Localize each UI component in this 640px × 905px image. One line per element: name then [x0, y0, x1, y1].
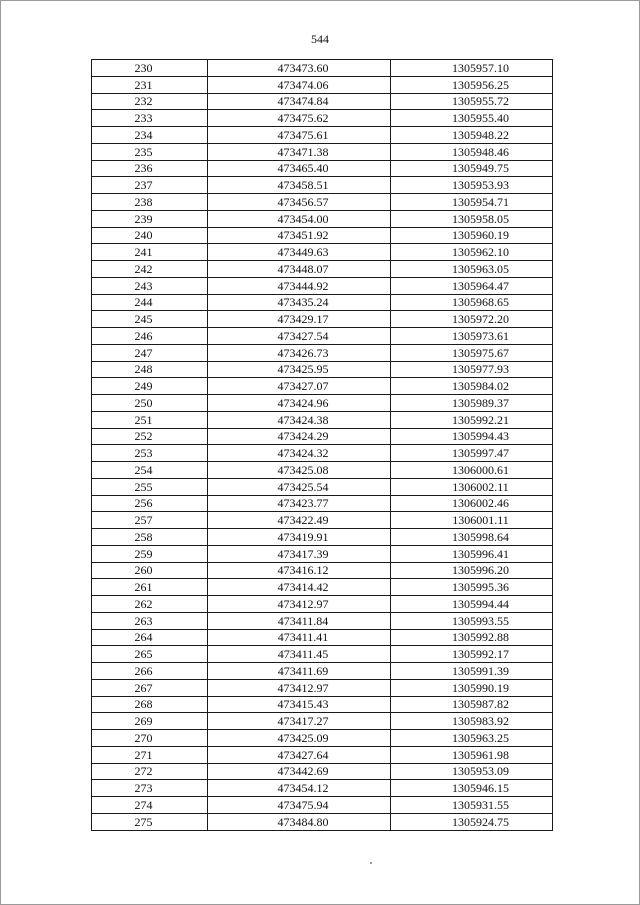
table-row: [92, 160, 553, 177]
point-number-cell: 263: [92, 612, 208, 629]
y-coordinate-cell: 1305989.37: [391, 395, 553, 412]
point-number-cell: 262: [92, 596, 208, 613]
y-coordinate-cell: 1305977.93: [391, 361, 553, 378]
point-number-cell: 246: [92, 328, 208, 345]
point-number-cell: 240: [92, 227, 208, 244]
point-number-cell: 257: [92, 512, 208, 529]
x-coordinate-cell: 473425.54: [208, 478, 391, 495]
y-coordinate-cell: 1305924.75: [391, 813, 553, 830]
y-coordinate-cell: 1305948.46: [391, 143, 553, 160]
table-row: [92, 60, 553, 77]
table-row: [92, 797, 553, 814]
table-row: [92, 813, 553, 830]
point-number-cell: 256: [92, 495, 208, 512]
table-row: [92, 562, 553, 579]
table-row: [92, 93, 553, 110]
x-coordinate-cell: 473411.84: [208, 612, 391, 629]
x-coordinate-cell: 473429.17: [208, 311, 391, 328]
y-coordinate-cell: 1305949.75: [391, 160, 553, 177]
x-coordinate-cell: 473427.54: [208, 328, 391, 345]
x-coordinate-cell: 473427.64: [208, 746, 391, 763]
x-coordinate-cell: 473454.00: [208, 210, 391, 227]
table-row: [92, 294, 553, 311]
x-coordinate-cell: 473423.77: [208, 495, 391, 512]
y-coordinate-cell: 1305987.82: [391, 696, 553, 713]
table-row: [92, 361, 553, 378]
table-row: [92, 579, 553, 596]
x-coordinate-cell: 473448.07: [208, 261, 391, 278]
table-row: [92, 110, 553, 127]
y-coordinate-cell: 1305960.19: [391, 227, 553, 244]
point-number-cell: 249: [92, 378, 208, 395]
y-coordinate-cell: 1305956.25: [391, 76, 553, 93]
table-row: [92, 612, 553, 629]
x-coordinate-cell: 473415.43: [208, 696, 391, 713]
y-coordinate-cell: 1305993.55: [391, 612, 553, 629]
point-number-cell: 259: [92, 545, 208, 562]
point-number-cell: 273: [92, 780, 208, 797]
x-coordinate-cell: 473424.32: [208, 445, 391, 462]
x-coordinate-cell: 473411.41: [208, 629, 391, 646]
point-number-cell: 243: [92, 277, 208, 294]
table-row: [92, 780, 553, 797]
x-coordinate-cell: 473416.12: [208, 562, 391, 579]
y-coordinate-cell: 1306001.11: [391, 512, 553, 529]
point-number-cell: 250: [92, 395, 208, 412]
table-row: [92, 194, 553, 211]
table-row: [92, 596, 553, 613]
y-coordinate-cell: 1305992.17: [391, 646, 553, 663]
y-coordinate-cell: 1305968.65: [391, 294, 553, 311]
x-coordinate-cell: 473422.49: [208, 512, 391, 529]
x-coordinate-cell: 473425.09: [208, 730, 391, 747]
table-row: [92, 411, 553, 428]
y-coordinate-cell: 1306000.61: [391, 462, 553, 479]
y-coordinate-cell: 1305983.92: [391, 713, 553, 730]
point-number-cell: 272: [92, 763, 208, 780]
x-coordinate-cell: 473475.62: [208, 110, 391, 127]
x-coordinate-cell: 473435.24: [208, 294, 391, 311]
point-number-cell: 235: [92, 143, 208, 160]
point-number-cell: 233: [92, 110, 208, 127]
point-number-cell: 242: [92, 261, 208, 278]
point-number-cell: 270: [92, 730, 208, 747]
table-row: [92, 713, 553, 730]
y-coordinate-cell: 1305964.47: [391, 277, 553, 294]
scan-border-top: [0, 0, 640, 1]
point-number-cell: 266: [92, 663, 208, 680]
x-coordinate-cell: 473426.73: [208, 344, 391, 361]
point-number-cell: 231: [92, 76, 208, 93]
y-coordinate-cell: 1305984.02: [391, 378, 553, 395]
table-row: [92, 344, 553, 361]
point-number-cell: 258: [92, 529, 208, 546]
x-coordinate-cell: 473417.27: [208, 713, 391, 730]
y-coordinate-cell: 1306002.46: [391, 495, 553, 512]
table-row: [92, 445, 553, 462]
point-number-cell: 251: [92, 411, 208, 428]
y-coordinate-cell: 1305953.09: [391, 763, 553, 780]
point-number-cell: 239: [92, 210, 208, 227]
table-row: [92, 646, 553, 663]
x-coordinate-cell: 473451.92: [208, 227, 391, 244]
table-row: [92, 663, 553, 680]
scan-border-left: [0, 0, 1, 905]
x-coordinate-cell: 473456.57: [208, 194, 391, 211]
y-coordinate-cell: 1306002.11: [391, 478, 553, 495]
table-row: [92, 378, 553, 395]
table-row: [92, 730, 553, 747]
table-row: [92, 462, 553, 479]
table-row: [92, 227, 553, 244]
point-number-cell: 269: [92, 713, 208, 730]
table-row: [92, 763, 553, 780]
y-coordinate-cell: 1305991.39: [391, 663, 553, 680]
point-number-cell: 267: [92, 679, 208, 696]
coordinates-table: [91, 59, 553, 831]
point-number-cell: 252: [92, 428, 208, 445]
point-number-cell: 248: [92, 361, 208, 378]
x-coordinate-cell: 473444.92: [208, 277, 391, 294]
table-row: [92, 244, 553, 261]
table-row: [92, 143, 553, 160]
table-row: [92, 529, 553, 546]
y-coordinate-cell: 1305975.67: [391, 344, 553, 361]
x-coordinate-cell: 473454.12: [208, 780, 391, 797]
point-number-cell: 230: [92, 60, 208, 77]
table-row: [92, 746, 553, 763]
point-number-cell: 237: [92, 177, 208, 194]
table-row: [92, 428, 553, 445]
point-number-cell: 274: [92, 797, 208, 814]
table-row: [92, 395, 553, 412]
y-coordinate-cell: 1305955.72: [391, 93, 553, 110]
page-number: 544: [311, 32, 329, 46]
x-coordinate-cell: 473417.39: [208, 545, 391, 562]
table-row: [92, 328, 553, 345]
table-row: [92, 311, 553, 328]
x-coordinate-cell: 473412.97: [208, 679, 391, 696]
table-row: [92, 210, 553, 227]
x-coordinate-cell: 473473.60: [208, 60, 391, 77]
table-row: [92, 679, 553, 696]
y-coordinate-cell: 1305953.93: [391, 177, 553, 194]
point-number-cell: 247: [92, 344, 208, 361]
table-row: [92, 277, 553, 294]
y-coordinate-cell: 1305996.20: [391, 562, 553, 579]
x-coordinate-cell: 473424.38: [208, 411, 391, 428]
point-number-cell: 265: [92, 646, 208, 663]
point-number-cell: 261: [92, 579, 208, 596]
y-coordinate-cell: 1305973.61: [391, 328, 553, 345]
y-coordinate-cell: 1305931.55: [391, 797, 553, 814]
y-coordinate-cell: 1305961.98: [391, 746, 553, 763]
point-number-cell: 232: [92, 93, 208, 110]
y-coordinate-cell: 1305992.88: [391, 629, 553, 646]
point-number-cell: 253: [92, 445, 208, 462]
x-coordinate-cell: 473424.29: [208, 428, 391, 445]
point-number-cell: 255: [92, 478, 208, 495]
x-coordinate-cell: 473474.84: [208, 93, 391, 110]
x-coordinate-cell: 473411.45: [208, 646, 391, 663]
x-coordinate-cell: 473427.07: [208, 378, 391, 395]
point-number-cell: 238: [92, 194, 208, 211]
x-coordinate-cell: 473474.06: [208, 76, 391, 93]
x-coordinate-cell: 473425.08: [208, 462, 391, 479]
table-row: [92, 261, 553, 278]
x-coordinate-cell: 473475.94: [208, 797, 391, 814]
x-coordinate-cell: 473425.95: [208, 361, 391, 378]
x-coordinate-cell: 473471.38: [208, 143, 391, 160]
y-coordinate-cell: 1305963.05: [391, 261, 553, 278]
point-number-cell: 234: [92, 127, 208, 144]
y-coordinate-cell: 1305990.19: [391, 679, 553, 696]
x-coordinate-cell: 473484.80: [208, 813, 391, 830]
point-number-cell: 245: [92, 311, 208, 328]
y-coordinate-cell: 1305998.64: [391, 529, 553, 546]
table-row: [92, 545, 553, 562]
y-coordinate-cell: 1305962.10: [391, 244, 553, 261]
table-row: [92, 177, 553, 194]
point-number-cell: 264: [92, 629, 208, 646]
point-number-cell: 236: [92, 160, 208, 177]
y-coordinate-cell: 1305957.10: [391, 60, 553, 77]
table-row: [92, 512, 553, 529]
y-coordinate-cell: 1305954.71: [391, 194, 553, 211]
y-coordinate-cell: 1305997.47: [391, 445, 553, 462]
point-number-cell: 244: [92, 294, 208, 311]
y-coordinate-cell: 1305994.44: [391, 596, 553, 613]
table-row: [92, 127, 553, 144]
x-coordinate-cell: 473449.63: [208, 244, 391, 261]
y-coordinate-cell: 1305992.21: [391, 411, 553, 428]
y-coordinate-cell: 1305946.15: [391, 780, 553, 797]
point-number-cell: 254: [92, 462, 208, 479]
point-number-cell: 275: [92, 813, 208, 830]
point-number-cell: 260: [92, 562, 208, 579]
x-coordinate-cell: 473465.40: [208, 160, 391, 177]
table-row: [92, 495, 553, 512]
y-coordinate-cell: 1305958.05: [391, 210, 553, 227]
x-coordinate-cell: 473412.97: [208, 596, 391, 613]
table-row: [92, 478, 553, 495]
scan-speck: [370, 862, 372, 864]
x-coordinate-cell: 473419.91: [208, 529, 391, 546]
table-row: [92, 629, 553, 646]
point-number-cell: 241: [92, 244, 208, 261]
point-number-cell: 268: [92, 696, 208, 713]
x-coordinate-cell: 473458.51: [208, 177, 391, 194]
x-coordinate-cell: 473442.69: [208, 763, 391, 780]
x-coordinate-cell: 473475.61: [208, 127, 391, 144]
table-row: [92, 696, 553, 713]
x-coordinate-cell: 473424.96: [208, 395, 391, 412]
y-coordinate-cell: 1305996.41: [391, 545, 553, 562]
point-number-cell: 271: [92, 746, 208, 763]
y-coordinate-cell: 1305955.40: [391, 110, 553, 127]
y-coordinate-cell: 1305963.25: [391, 730, 553, 747]
x-coordinate-cell: 473414.42: [208, 579, 391, 596]
coordinates-table-body: [92, 60, 553, 831]
y-coordinate-cell: 1305994.43: [391, 428, 553, 445]
table-row: [92, 76, 553, 93]
y-coordinate-cell: 1305948.22: [391, 127, 553, 144]
y-coordinate-cell: 1305972.20: [391, 311, 553, 328]
y-coordinate-cell: 1305995.36: [391, 579, 553, 596]
x-coordinate-cell: 473411.69: [208, 663, 391, 680]
